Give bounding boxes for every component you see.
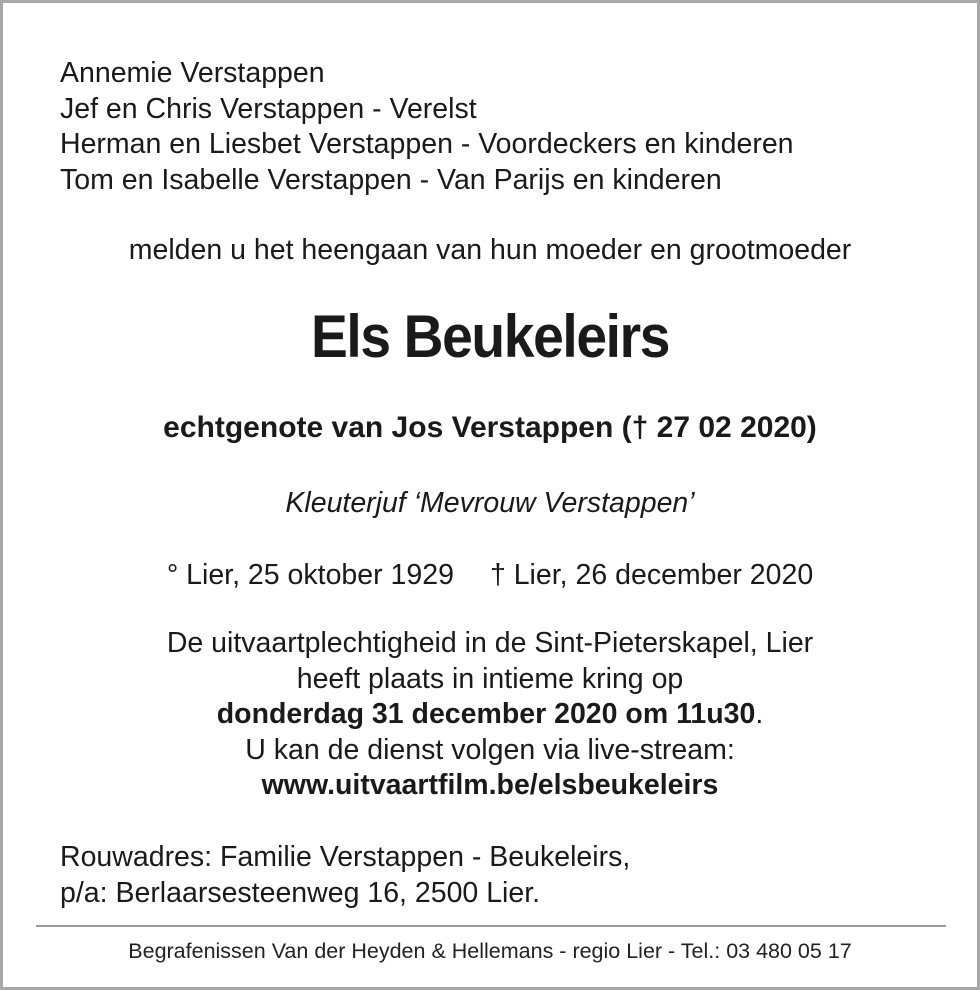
deceased-name: Els Beukeleirs <box>310 303 670 370</box>
family-member-line: Tom en Isabelle Verstappen - Van Parijs en kinderen <box>60 163 722 196</box>
address-line-1: Rouwadres: Familie Verstappen - Beukeleirs, <box>60 841 631 873</box>
spouse-line: echtgenote van Jos Verstappen († 27 02 2020) <box>163 411 817 444</box>
ceremony-line-1: De uitvaartplechtigheid in de Sint-Pieterskapel, Lier <box>166 627 814 659</box>
ceremony-info <box>3 626 977 804</box>
ceremony-date-line <box>3 697 977 733</box>
family-list <box>60 56 794 198</box>
family-member-line: Jef en Chris Verstappen - Verelst <box>60 92 477 125</box>
ceremony-date-suffix: . <box>755 698 764 730</box>
footer-divider <box>36 925 946 927</box>
family-member-line: Herman en Liesbet Verstappen - Voordeckers en kinderen <box>60 128 794 160</box>
mourning-address <box>60 840 630 911</box>
livestream-text: U kan de dienst volgen via live-stream: <box>245 733 735 766</box>
birth-date: ° Lier, 25 oktober 1929 <box>166 559 454 591</box>
livestream-url[interactable]: www.uitvaartfilm.be/elsbeukeleirs <box>261 769 719 801</box>
death-date: † Lier, 26 december 2020 <box>489 559 814 591</box>
life-dates <box>3 556 977 594</box>
ceremony-date-time: donderdag 31 december 2020 om 11u30 <box>216 698 756 730</box>
ceremony-line-2: heeft plaats in intieme kring op <box>296 662 684 695</box>
family-member-line: Annemie Verstappen <box>60 57 325 89</box>
announcement-text: melden u het heengaan van hun moeder en grootmoeder <box>128 234 852 266</box>
occupation-line: Kleuterjuf ‘Mevrouw Verstappen’ <box>285 487 695 519</box>
funeral-home-footer: Begrafenissen Van der Heyden & Hellemans - regio Lier - Tel.: 03 480 05 17 <box>128 939 852 963</box>
address-line-2: p/a: Berlaarsesteenweg 16, 2500 Lier. <box>60 876 541 909</box>
